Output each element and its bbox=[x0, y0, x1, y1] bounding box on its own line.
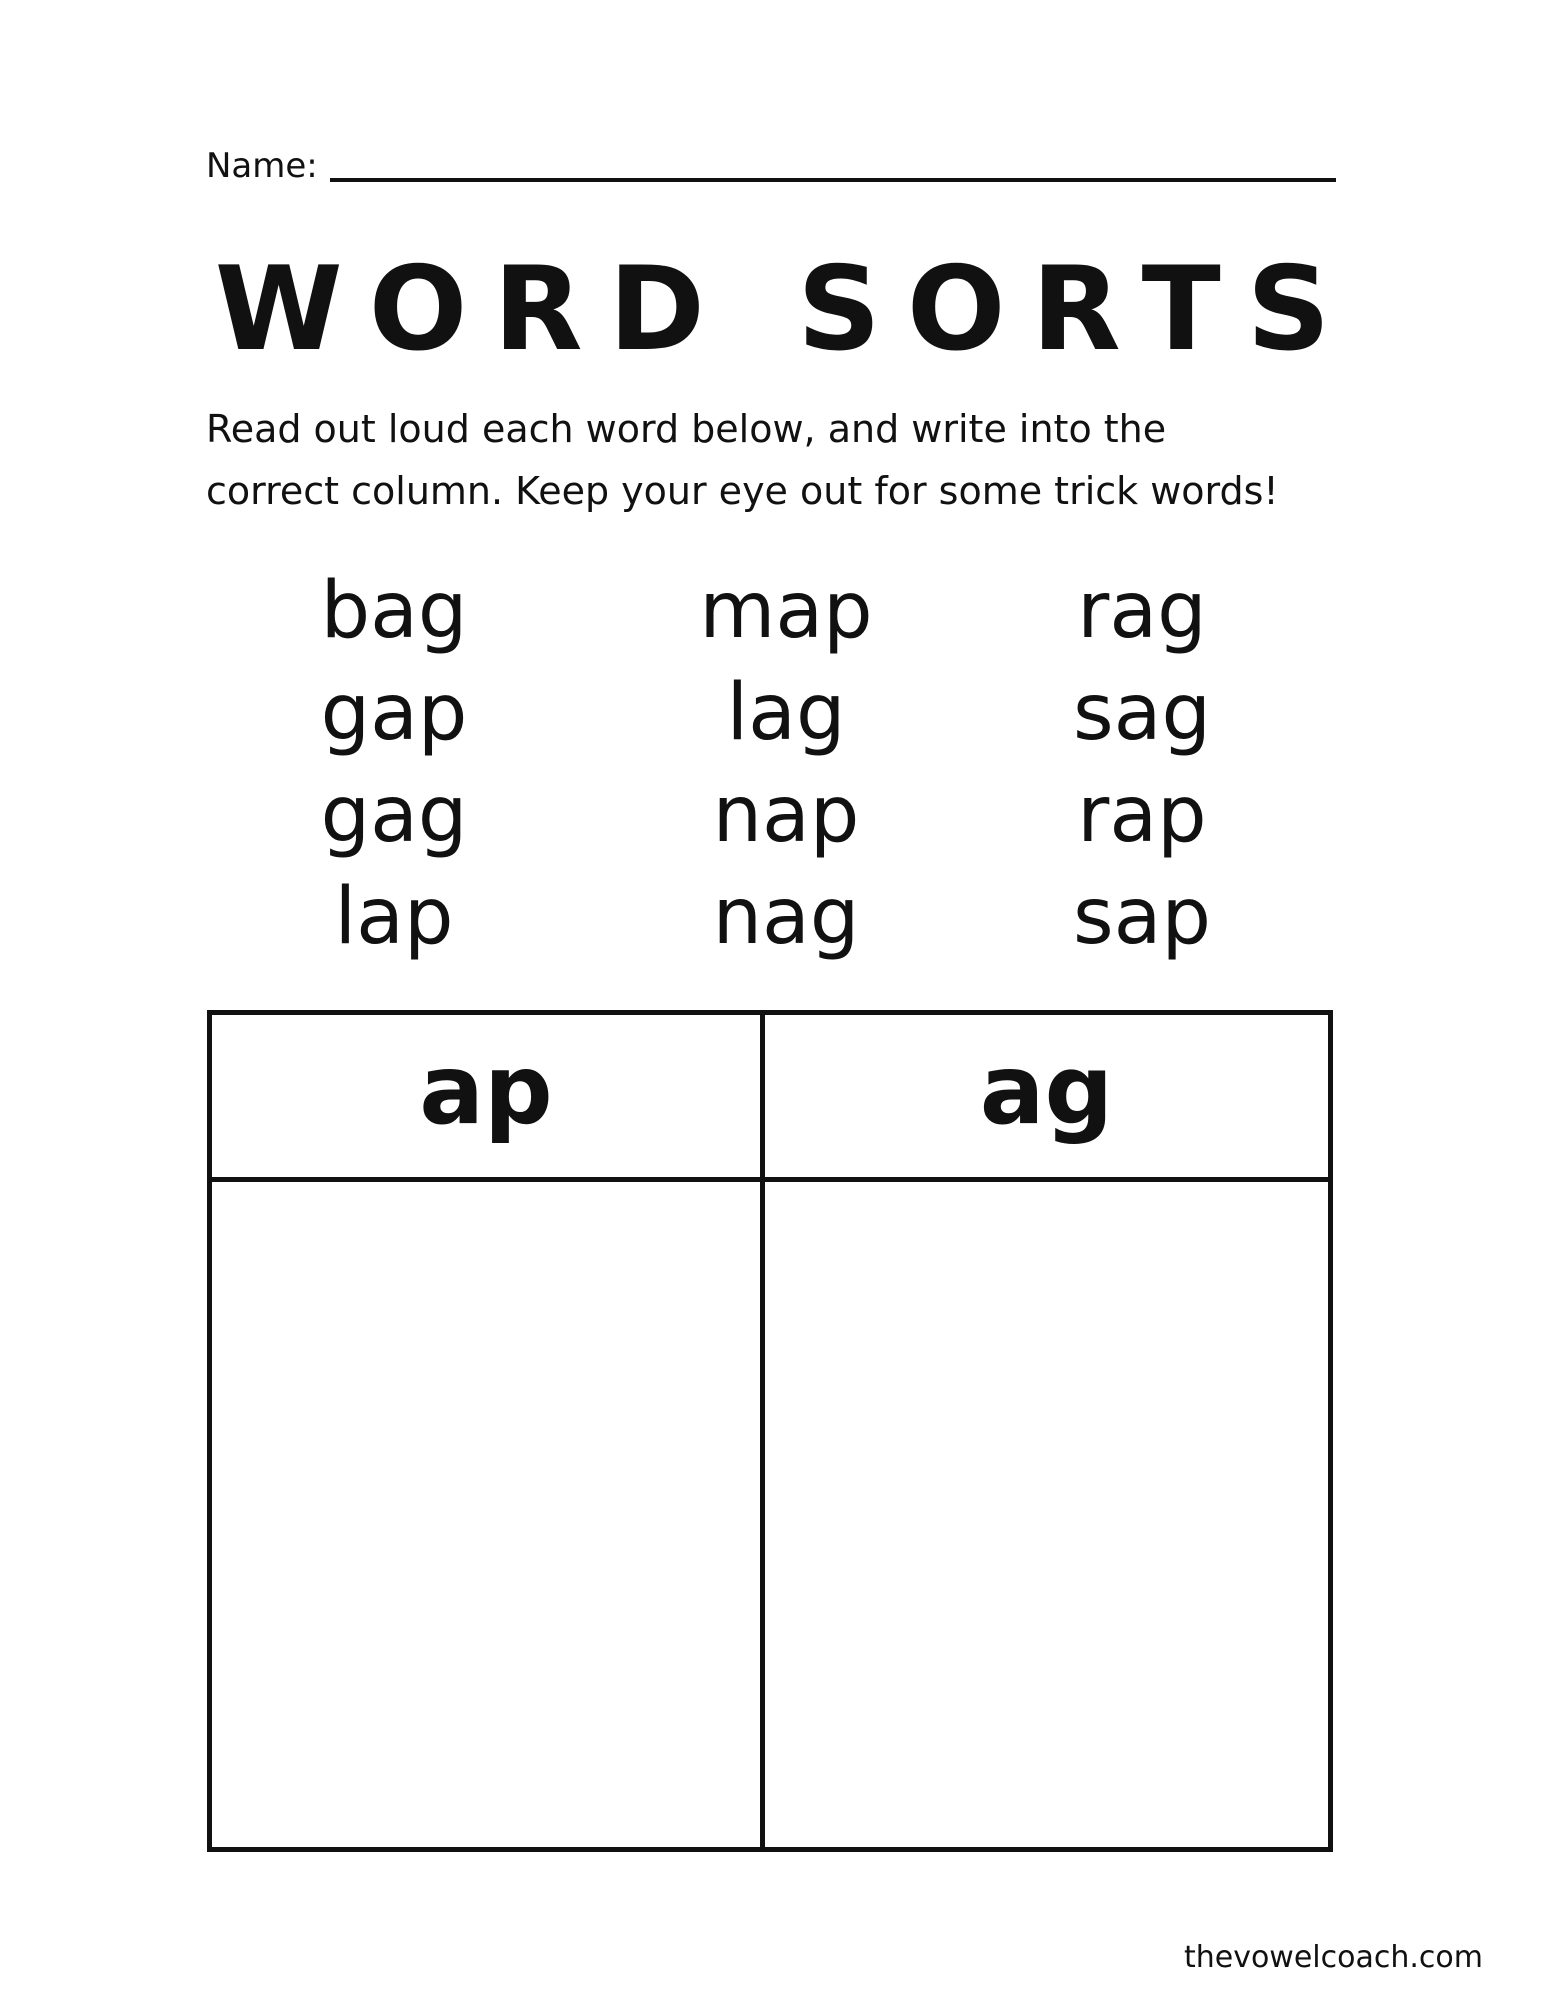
word-item: map bbox=[699, 566, 873, 656]
answer-area-ap[interactable] bbox=[212, 1182, 760, 1847]
word-item: gag bbox=[320, 770, 468, 860]
word-item: lap bbox=[334, 872, 454, 962]
page-title: WORD SORTS bbox=[214, 242, 1357, 377]
answer-area-ag[interactable] bbox=[765, 1182, 1328, 1847]
instructions bbox=[206, 398, 1336, 522]
instructions-line-1: Read out loud each word below, and write into the bbox=[206, 407, 1167, 451]
instructions-line-2: correct column. Keep your eye out for some trick words! bbox=[206, 469, 1279, 513]
word-item: rap bbox=[1077, 770, 1207, 860]
name-label: Name: bbox=[206, 146, 318, 186]
word-item: nap bbox=[712, 770, 860, 860]
word-bank-column-1 bbox=[244, 560, 544, 968]
column-header-ap: ap bbox=[419, 1034, 553, 1146]
word-item: lag bbox=[726, 668, 846, 758]
name-write-line[interactable] bbox=[330, 178, 1336, 182]
footer-credit: thevowelcoach.com bbox=[1183, 1940, 1483, 1975]
word-item: bag bbox=[320, 566, 468, 656]
word-item: gap bbox=[320, 668, 468, 758]
word-bank-column-2 bbox=[636, 560, 936, 968]
word-item: nag bbox=[712, 872, 860, 962]
name-row bbox=[206, 140, 1336, 190]
word-item: sag bbox=[1073, 668, 1211, 758]
word-bank bbox=[220, 560, 1320, 980]
word-item: rag bbox=[1077, 566, 1207, 656]
word-bank-column-3 bbox=[992, 560, 1292, 968]
word-item: sap bbox=[1073, 872, 1211, 962]
column-header-ag: ag bbox=[979, 1034, 1114, 1146]
sort-table bbox=[207, 1010, 1333, 1852]
